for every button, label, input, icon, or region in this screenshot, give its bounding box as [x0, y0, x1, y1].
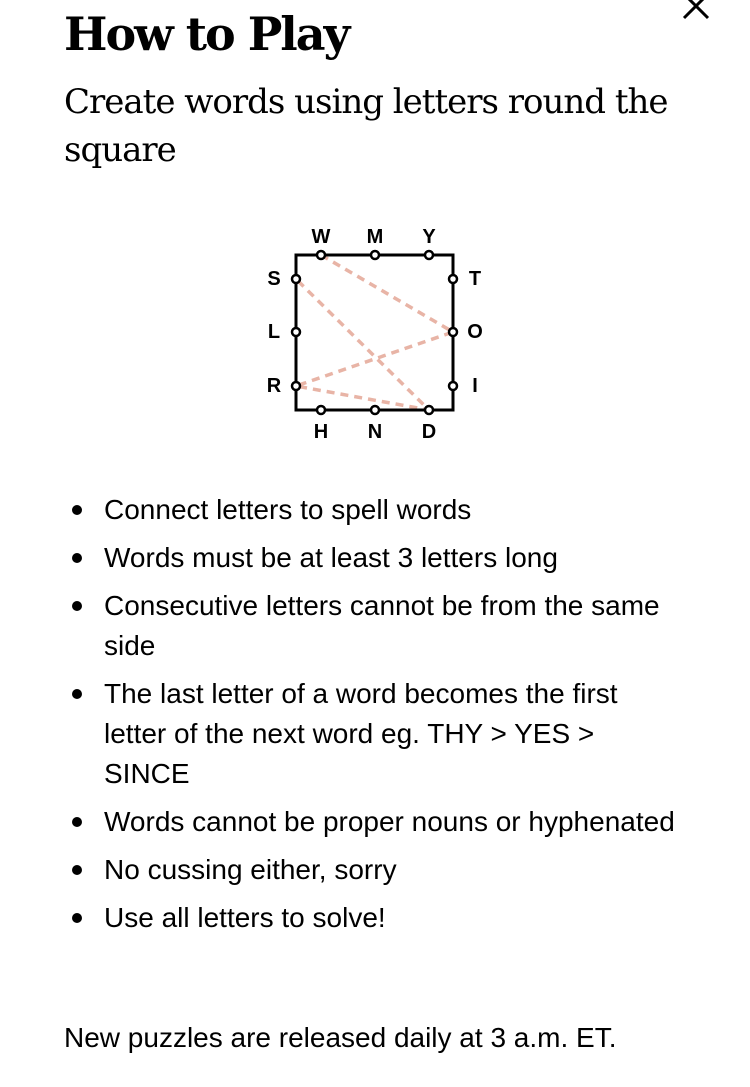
- rule-item: [64, 538, 684, 578]
- rule-text: Consecutive letters cannot be from the same side: [104, 590, 660, 661]
- letter-label-h: H: [313, 421, 329, 443]
- example-word-path: [296, 255, 453, 410]
- rule-item: [64, 850, 684, 890]
- rule-item: [64, 802, 684, 842]
- letter-label-y: Y: [422, 226, 436, 248]
- square-frame: [296, 255, 453, 410]
- letter-label-d: D: [421, 421, 437, 443]
- bullet-icon: [72, 913, 82, 923]
- bullet-icon: [72, 689, 82, 699]
- letter-label-t: T: [468, 268, 482, 290]
- letter-node-s: [292, 275, 300, 283]
- rule-text: Words cannot be proper nouns or hyphenated: [104, 806, 675, 837]
- letter-label-o: O: [467, 321, 483, 343]
- letter-label-i: I: [472, 375, 478, 397]
- close-icon: [676, 0, 716, 26]
- bullet-icon: [72, 553, 82, 563]
- rule-text: The last letter of a word becomes the first letter of the next word eg. THY > YES > SINCE: [104, 678, 618, 789]
- letter-label-m: M: [366, 226, 384, 248]
- bullet-icon: [72, 601, 82, 611]
- release-note: New puzzles are released daily at 3 a.m. ET.: [64, 1022, 617, 1053]
- letter-node-w: [317, 251, 325, 259]
- rule-text: No cussing either, sorry: [104, 854, 397, 885]
- bullet-icon: [72, 817, 82, 827]
- letter-node-m: [371, 251, 379, 259]
- bullet-icon: [72, 505, 82, 515]
- rule-item: [64, 674, 684, 794]
- letter-label-n: N: [367, 421, 383, 443]
- rule-text: Use all letters to solve!: [104, 902, 386, 933]
- word-path-line: [296, 255, 453, 410]
- letter-node-o: [449, 328, 457, 336]
- page-subtitle: Create words using letters round the square: [64, 82, 668, 170]
- rule-item: [64, 586, 684, 666]
- rule-item: [64, 490, 684, 530]
- rules-list: [64, 490, 684, 946]
- rule-text: Words must be at least 3 letters long: [104, 542, 558, 573]
- letter-node-d: [425, 406, 433, 414]
- letter-node-n: [371, 406, 379, 414]
- letter-node-y: [425, 251, 433, 259]
- letter-label-r: R: [266, 375, 282, 397]
- letter-node-t: [449, 275, 457, 283]
- letter-node-l: [292, 328, 300, 336]
- rule-item: [64, 898, 684, 938]
- letter-label-s: S: [267, 268, 281, 290]
- letter-node-h: [317, 406, 325, 414]
- bullet-icon: [72, 865, 82, 875]
- letter-label-w: W: [311, 226, 331, 248]
- close-button[interactable]: [676, 0, 716, 26]
- letter-label-l: L: [267, 321, 281, 343]
- page-title: How to Play: [64, 7, 349, 61]
- letter-square-diagram: [250, 220, 500, 450]
- letter-node-r: [292, 382, 300, 390]
- letter-square-svg: [250, 220, 500, 450]
- rule-text: Connect letters to spell words: [104, 494, 472, 525]
- letter-node-i: [449, 382, 457, 390]
